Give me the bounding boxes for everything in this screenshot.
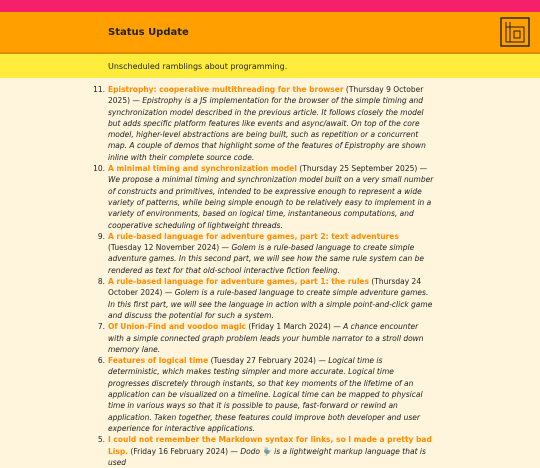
post-summary: Dodo 🦤 is a lightweight markup language that is used (108, 446, 426, 467)
post-link[interactable]: A minimal timing and synchronization model (108, 164, 297, 174)
post-item (93, 84, 434, 163)
post-dash: — (315, 356, 329, 366)
post-summary: Logical time is deterministic, which makes testing simpler and more accurate. Logical time progresses discretely through instants, so that key moments of the lifetime of an application can be visualized on a timeline. Logical time can be mapped to physical time in various ways so that it is possible to pause, fast-forward or rewind an application. Taken together, these features could improve both developer and user experience for interactive applications. (108, 356, 423, 433)
tagline-bar (0, 54, 540, 78)
post-date: (Friday 16 February 2024) (128, 446, 229, 456)
site-header (0, 12, 540, 54)
post-link[interactable]: Of Union-Find and voodoo magic (108, 322, 246, 332)
post-item (97, 355, 434, 434)
post-item (97, 321, 434, 355)
post-link[interactable]: Epistrophy: cooperative multithreading for the browser (108, 85, 344, 94)
post-list-container (0, 78, 540, 468)
post-dash: — (130, 96, 143, 106)
post-dash: — (228, 446, 241, 456)
post-number: 7. (97, 322, 105, 332)
site-title[interactable]: Status Update (108, 26, 189, 38)
post-number: 9. (97, 231, 105, 241)
post-number: 5. (97, 435, 105, 445)
site-tagline: Unscheduled ramblings about programming. (108, 61, 288, 71)
post-summary: A chance encounter with a simple connected graph problem leads your humble narrator to a stroll down memory lane. (108, 322, 424, 354)
post-summary: We propose a minimal timing and synchronization model built on a very small number of constructs and primitives, intended to be expressive enough to represent a wide variety of patterns, while being simple enough to be relatively easy to implement in a variety of environments, based on logical time, instantaneous computations, and cooperative scheduling of lightweight threads. (108, 175, 434, 230)
post-link[interactable]: A rule-based language for adventure games, part 1: the rules (108, 277, 369, 287)
post-summary: Epistrophy is a JS implementation for the browser of the simple timing and synchronization model described in the previous article. It follows closely the model but adds specific platform features like events and async/await. On top of the core model, higher-level abstractions are being built, such as repetition or a concurrent map. A couple of demos that highlight some of the features of Epistrophy are shown inline with their complete source code. (108, 96, 426, 162)
post-dash: — (162, 288, 175, 298)
post-list (93, 84, 434, 468)
post-date: (Thursday 24 October 2024) (108, 277, 422, 298)
post-item (97, 276, 434, 321)
post-dash: — (417, 164, 428, 174)
post-number: 10. (93, 164, 105, 174)
post-number: 11. (93, 85, 105, 94)
post-item (97, 231, 434, 276)
post-date: (Thursday 9 October 2025) (108, 85, 424, 106)
post-link[interactable]: I could not remember the Markdown syntax for links, so I made a pretty bad Lisp. (108, 435, 432, 456)
top-color-band (0, 0, 540, 12)
post-dash: — (219, 243, 232, 253)
post-link[interactable]: Features of logical time (108, 356, 209, 366)
post-date: (Friday 1 March 2024) (246, 322, 331, 332)
post-summary: Golem is a rule-based language to create simple adventure games. In this first part, we will see the language in action with a simple point-and-click game and discuss the potential for such a system. (108, 288, 433, 320)
post-number: 8. (97, 277, 105, 287)
post-dash: — (330, 322, 344, 332)
post-item (93, 163, 434, 231)
post-date: (Thursday 25 September 2025) (296, 164, 418, 174)
post-link[interactable]: A rule-based language for adventure games, part 2: text adventures (108, 231, 399, 241)
post-item (97, 434, 434, 468)
post-date: (Tuesday 27 February 2024) (208, 356, 316, 366)
post-number: 6. (97, 356, 105, 366)
post-summary: Golem is a rule-based language to create simple adventure games. In this second part, we will see how the same rule system can be rendered as text for that old-school interactive fiction feeling. (108, 243, 425, 275)
site-logo-icon[interactable] (500, 17, 530, 47)
post-date: (Tuesday 12 November 2024) (108, 243, 220, 253)
